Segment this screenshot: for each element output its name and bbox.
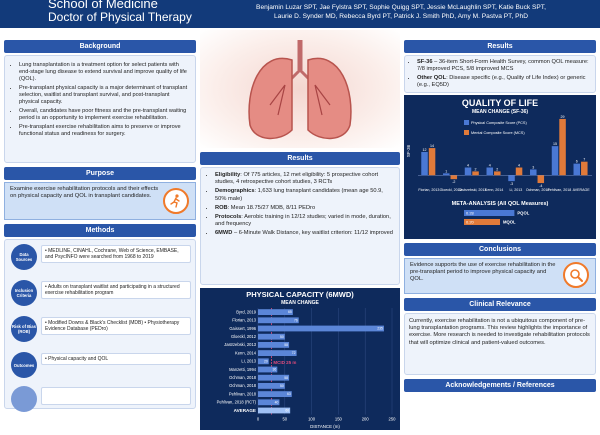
chart-category-label: AVERAGE (233, 407, 256, 413)
chart-bar (258, 317, 299, 323)
results-bullet (215, 214, 395, 228)
chart-qol (404, 95, 596, 239)
chart-category-label: Ochman, 2018 (229, 375, 256, 380)
methods-row (11, 244, 193, 270)
chart-6mwd (200, 288, 400, 430)
chart-x-tick: 200 (361, 416, 369, 422)
chart-legend-swatch (464, 120, 469, 125)
results-bullet (215, 188, 395, 202)
results-bullet-key: SF-36 (417, 59, 433, 65)
results-bullet-key: ROB (215, 204, 228, 211)
methods-row-text-empty (41, 387, 191, 405)
authors-line-2: Laurie D. Synder MD, Rebecca Byrd PT, Patrick J. Smith PhD, Amy M. Pastva PT, PhD (274, 13, 528, 20)
chart-category-label: Pehlivan, 2018 (RCT) (216, 399, 256, 405)
results-bullet (417, 75, 591, 89)
methods-row-label: Inclusion Criteria (11, 280, 37, 306)
results-heading-mid: Results (200, 152, 400, 165)
clinical-heading: Clinical Relevance (404, 298, 596, 311)
chart-title: PHYSICAL CAPACITY (6MWD) (246, 290, 354, 299)
header-bar (0, 0, 600, 28)
methods-row-label-empty (11, 386, 37, 412)
chart-data-label: 4 (467, 163, 470, 168)
authors-line-1: Benjamin Luzar SPT, Jae Fylstra SPT, Sophie Quigg SPT, Jessie McLaughlin SPT, Katie Buck SPT, (256, 4, 546, 11)
clinical-card (404, 313, 596, 375)
meta-title: META-ANALYSIS (All QOL Measures) (451, 201, 549, 207)
chart-bar (538, 175, 545, 183)
chart-subtitle: MEAN CHANGE (281, 300, 319, 306)
results-bullet-key: 6MWD (215, 230, 233, 237)
results-bullet-key: Eligibility (215, 172, 241, 178)
chart-category-label: Pehlivan, 2018 (547, 188, 572, 192)
background-bullet: • Pre-transplant exercise rehabilitation aims to preserve or improve functional status and readiness for surgery. (19, 124, 189, 138)
meta-data-label: 0.28 (466, 210, 474, 216)
chart-bar (451, 175, 458, 179)
right-column (404, 40, 596, 400)
results-bullet-text: : Of 775 articles, 12 met eligibility: 5 prospective cohort studies, 4 retrospective cohort studies, 3 RCTs (215, 172, 379, 186)
chart-x-tick: 150 (334, 416, 342, 422)
conclusions-card (404, 258, 596, 294)
chart-6mwd-svg (200, 288, 400, 430)
chart-category-label: Li, 2013 (241, 358, 256, 364)
lungs-image (200, 30, 400, 148)
chart-x-label: DISTANCE (m) (310, 424, 340, 429)
background-heading: Background (4, 40, 196, 53)
chart-category-label: AVERAGE (572, 188, 590, 192)
left-column (4, 40, 196, 400)
background-list (9, 62, 189, 138)
chart-bar (421, 152, 428, 175)
chart-data-label: 50 (280, 334, 284, 339)
chart-category-label: Ochman, 2018 (229, 383, 256, 389)
chart-data-label: 76 (293, 318, 298, 323)
chart-data-label: -4 (539, 184, 543, 189)
chart-legend-label: Physical Composite Score (PCS) (471, 121, 527, 125)
purpose-heading: Purpose (4, 167, 196, 180)
chart-data-label: 58 (284, 375, 289, 380)
chart-bar (258, 350, 297, 356)
methods-row-label: Outcomes (11, 352, 37, 378)
chart-data-label: 4 (488, 163, 491, 168)
chart-data-label: 1 (445, 169, 448, 174)
chart-data-label: 60 (285, 408, 290, 413)
results-bullet-text: : Disease specific (e.g., Quality of Life Index) or generic (e.g., EQ5D) (417, 75, 586, 88)
middle-column (200, 30, 400, 429)
chart-category-label: Ochman, 2018 (525, 188, 550, 192)
results-bullet-text: : 1,633 lung transplant candidates (mean age 50.9, 50% male) (215, 188, 383, 202)
chart-data-label: 50 (280, 384, 284, 388)
methods-row (11, 386, 193, 412)
meta-category-label: MQOL (503, 219, 516, 225)
chart-data-label: -2 (452, 180, 456, 185)
methods-row (11, 280, 193, 306)
purpose-text: Examine exercise rehabilitation protocols and their effects on physical capacity and QOL in transplant candidates. (10, 186, 159, 199)
ack-heading: Acknowledgements / References (404, 379, 596, 392)
chart-bar (530, 169, 537, 175)
chart-bar (258, 326, 384, 332)
chart-category-label: Gaissert, 1996 (229, 325, 256, 331)
clinical-text: Currently, exercise rehabilitation is not a ubiquitous component of pre-lung transplantation programs. This review highlights the importance of exercise. More research is needed to investigate rehabilitation protocols that will optimize clinical and patient-valued outcomes. (409, 318, 590, 346)
results-list-right (407, 59, 591, 89)
chart-legend-swatch (464, 130, 469, 135)
chart-bar (472, 171, 479, 175)
chart-category-label: Pehlivan, 2018 (228, 391, 256, 397)
chart-bar (559, 119, 566, 175)
author-list (206, 3, 596, 21)
results-heading: Results (404, 40, 596, 53)
results-bullet (215, 172, 395, 186)
methods-row-text: • Modified Downs & Black's Checklist (MDB) • Physiotherapy Evidence Database (PEDro) (41, 317, 191, 335)
chart-bar (494, 171, 501, 175)
meta-data-label: 0.20 (466, 219, 474, 225)
chart-category-label: Gloeckl, 2012 (439, 188, 462, 192)
chart-data-label: 2 (474, 167, 477, 172)
results-bullet (215, 230, 395, 237)
chart-data-label: 65 (288, 310, 292, 315)
chart-bar (429, 148, 436, 175)
methods-card (4, 239, 196, 409)
chart-subtitle: MEAN CHANGE (SF-36) (471, 109, 529, 115)
chart-data-label: 15 (553, 142, 558, 147)
chart-data-label: -3 (509, 182, 514, 187)
chart-data-label: 63 (286, 392, 291, 397)
results-card-right (404, 55, 596, 93)
chart-legend-label: Mental Composite Score (MCS) (471, 131, 525, 135)
methods-row-label: Risk of Bias (ROB) (11, 316, 37, 342)
school-name: School of Medicine (48, 0, 158, 11)
background-card (4, 55, 196, 163)
results-bullet (215, 205, 395, 212)
chart-data-label: 3 (532, 165, 535, 170)
chart-bar (508, 175, 515, 181)
results-bullet-key: Protocols (215, 214, 242, 221)
chart-category-label: Jastrzebski, 2013 (458, 188, 487, 192)
department-name: Doctor of Physical Therapy (48, 10, 192, 24)
purpose-card (4, 182, 196, 220)
conclusions-heading: Conclusions (404, 243, 596, 256)
results-bullet-text: : Mean 18.75/27 MDB, 8/11 PEDro (227, 204, 316, 211)
background-bullet: • Overall, candidates have poor fitness and the pre-transplant waiting period is an opportunity to implement exercise rehabilitation. (19, 108, 189, 122)
chart-data-label: 72 (291, 351, 296, 356)
results-list-mid (205, 172, 395, 238)
chart-data-label: 40 (274, 400, 279, 405)
methods-heading: Methods (4, 224, 196, 237)
chart-bar (443, 173, 450, 175)
methods-row-text: • Physical capacity and QOL (41, 353, 191, 365)
chart-category-label: Jastrzebski, 2013 (224, 342, 256, 348)
chart-data-label: 4 (518, 163, 521, 168)
chart-category-label: Kenn, 2014 (235, 350, 256, 356)
chart-bar (552, 146, 559, 175)
results-bullet-text: – 6-Minute Walk Distance, key waitlist criterion: 11/12 improved (232, 230, 393, 237)
runner-icon (163, 188, 189, 214)
chart-bar (574, 164, 581, 176)
conclusions-text: Evidence supports the use of exercise rehabilitation in the pre-transplant period to improve physical capacity and QOL. (410, 262, 556, 282)
chart-data-label: 29 (560, 114, 565, 119)
results-bullet (417, 59, 591, 73)
chart-data-label: 12 (422, 147, 427, 152)
chart-qol-svg (404, 95, 596, 239)
chart-category-label: Gloeckl, 2012 (230, 334, 256, 339)
chart-x-tick: 50 (282, 416, 288, 422)
chart-data-label: 6 (575, 159, 578, 164)
background-bullet: • Lung transplantation is a treatment option for select patients with end-stage lung disease to extend survival and improve quality of life (QOL). (19, 62, 189, 83)
chart-y-label: SF-36 (406, 144, 411, 158)
chart-x-tick: 250 (388, 416, 396, 422)
chart-data-label: 235 (377, 326, 383, 331)
chart-data-label: 14 (430, 144, 435, 149)
chart-category-label: Kenn, 2014 (484, 188, 504, 192)
magnifier-icon (563, 262, 589, 288)
chart-category-label: Li, 2013 (509, 188, 523, 192)
chart-x-tick: 0 (256, 416, 260, 422)
chart-category-label: Florian, 2013 (418, 188, 440, 192)
chart-data-label: 58 (284, 343, 289, 347)
results-bullet-key: Other QOL (417, 75, 447, 81)
chart-category-label: Manzetti, 1994 (229, 366, 256, 372)
chart-data-label: 20 (263, 359, 268, 364)
chart-category-label: Florian, 2013 (232, 317, 256, 323)
methods-row-label: Data Sources (11, 244, 37, 270)
chart-title: QUALITY OF LIFE (461, 98, 539, 108)
chart-category-label: Byrd, 2019 (236, 309, 256, 315)
results-card-mid (200, 167, 400, 285)
results-bullet-text: : Aerobic training in 12/12 studies; varied in mode, duration, and frequency (215, 214, 391, 228)
chart-bar (487, 168, 494, 176)
chart-data-label: 7 (583, 157, 586, 162)
chart-x-tick: 100 (308, 416, 316, 422)
chart-data-label: 36 (272, 367, 277, 372)
methods-row (11, 316, 193, 342)
background-bullet: • Pre-transplant physical capacity is a major determinant of transplant selection, waitlist and transplant survival, and post-transplant physical capacity. (19, 85, 189, 106)
chart-annotation: MCID 25 m (273, 359, 297, 365)
chart-bar (516, 168, 523, 176)
methods-row (11, 352, 193, 378)
methods-row-text: • Adults on transplant waitlist and participating in a structured exercise rehabilitation program (41, 281, 191, 299)
chart-data-label: 2 (496, 167, 499, 172)
meta-category-label: PQOL (517, 210, 530, 216)
results-bullet-text: – 36-item Short-Form Health Survey, common QOL measure: 7/8 improved PCS, 5/8 improved MCS (417, 59, 589, 72)
results-bullet-key: Demographics (215, 188, 255, 195)
methods-row-text: • MEDLINE, CINAHL, Cochrane, Web of Science, EMBASE, and PsycINFO were searched from 1968 to 2019 (41, 245, 191, 263)
chart-bar (465, 168, 472, 176)
chart-bar (581, 162, 588, 176)
